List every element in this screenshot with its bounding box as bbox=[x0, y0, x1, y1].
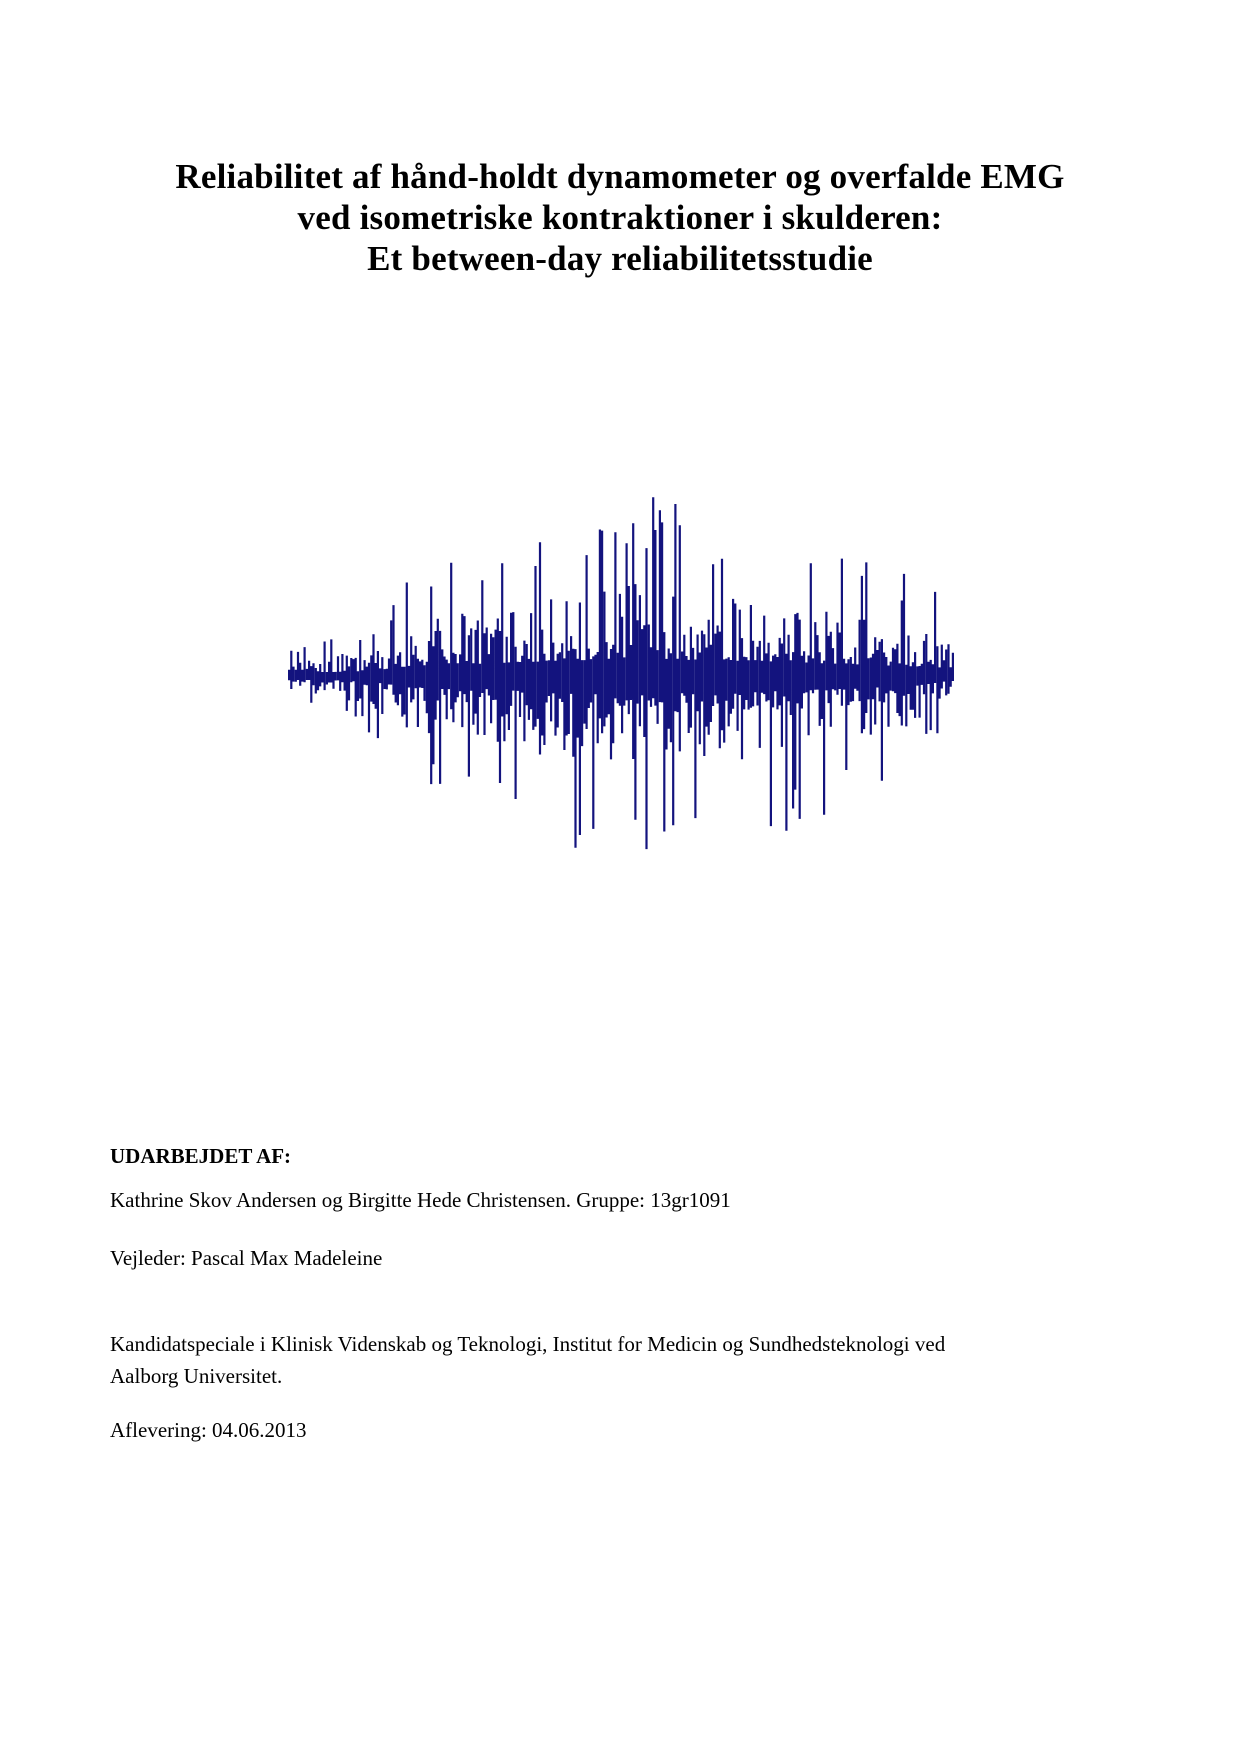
prepared-by-heading: UDARBEJDET AF: bbox=[110, 1144, 292, 1168]
supervisor-line: Vejleder: Pascal Max Madeleine bbox=[110, 1246, 383, 1270]
submission-date-line: Aflevering: 04.06.2013 bbox=[110, 1418, 307, 1442]
institution-line-2: Aalborg Universitet. bbox=[110, 1364, 283, 1388]
authors-line: Kathrine Skov Andersen og Birgitte Hede Christensen. Gruppe: 13gr1091 bbox=[110, 1188, 731, 1212]
institution-line-1: Kandidatspeciale i Klinisk Videnskab og Teknologi, Institut for Medicin og Sundhedsteknologi ved bbox=[110, 1332, 946, 1356]
title-line-3: Et between-day reliabilitetsstudie bbox=[367, 239, 873, 278]
title-line-1: Reliabilitet af hånd-holdt dynamometer og overfalde EMG bbox=[175, 157, 1065, 196]
credits-section bbox=[110, 0, 1130, 1755]
title-line-2: ved isometriske kontraktioner i skulderen: bbox=[297, 198, 943, 237]
